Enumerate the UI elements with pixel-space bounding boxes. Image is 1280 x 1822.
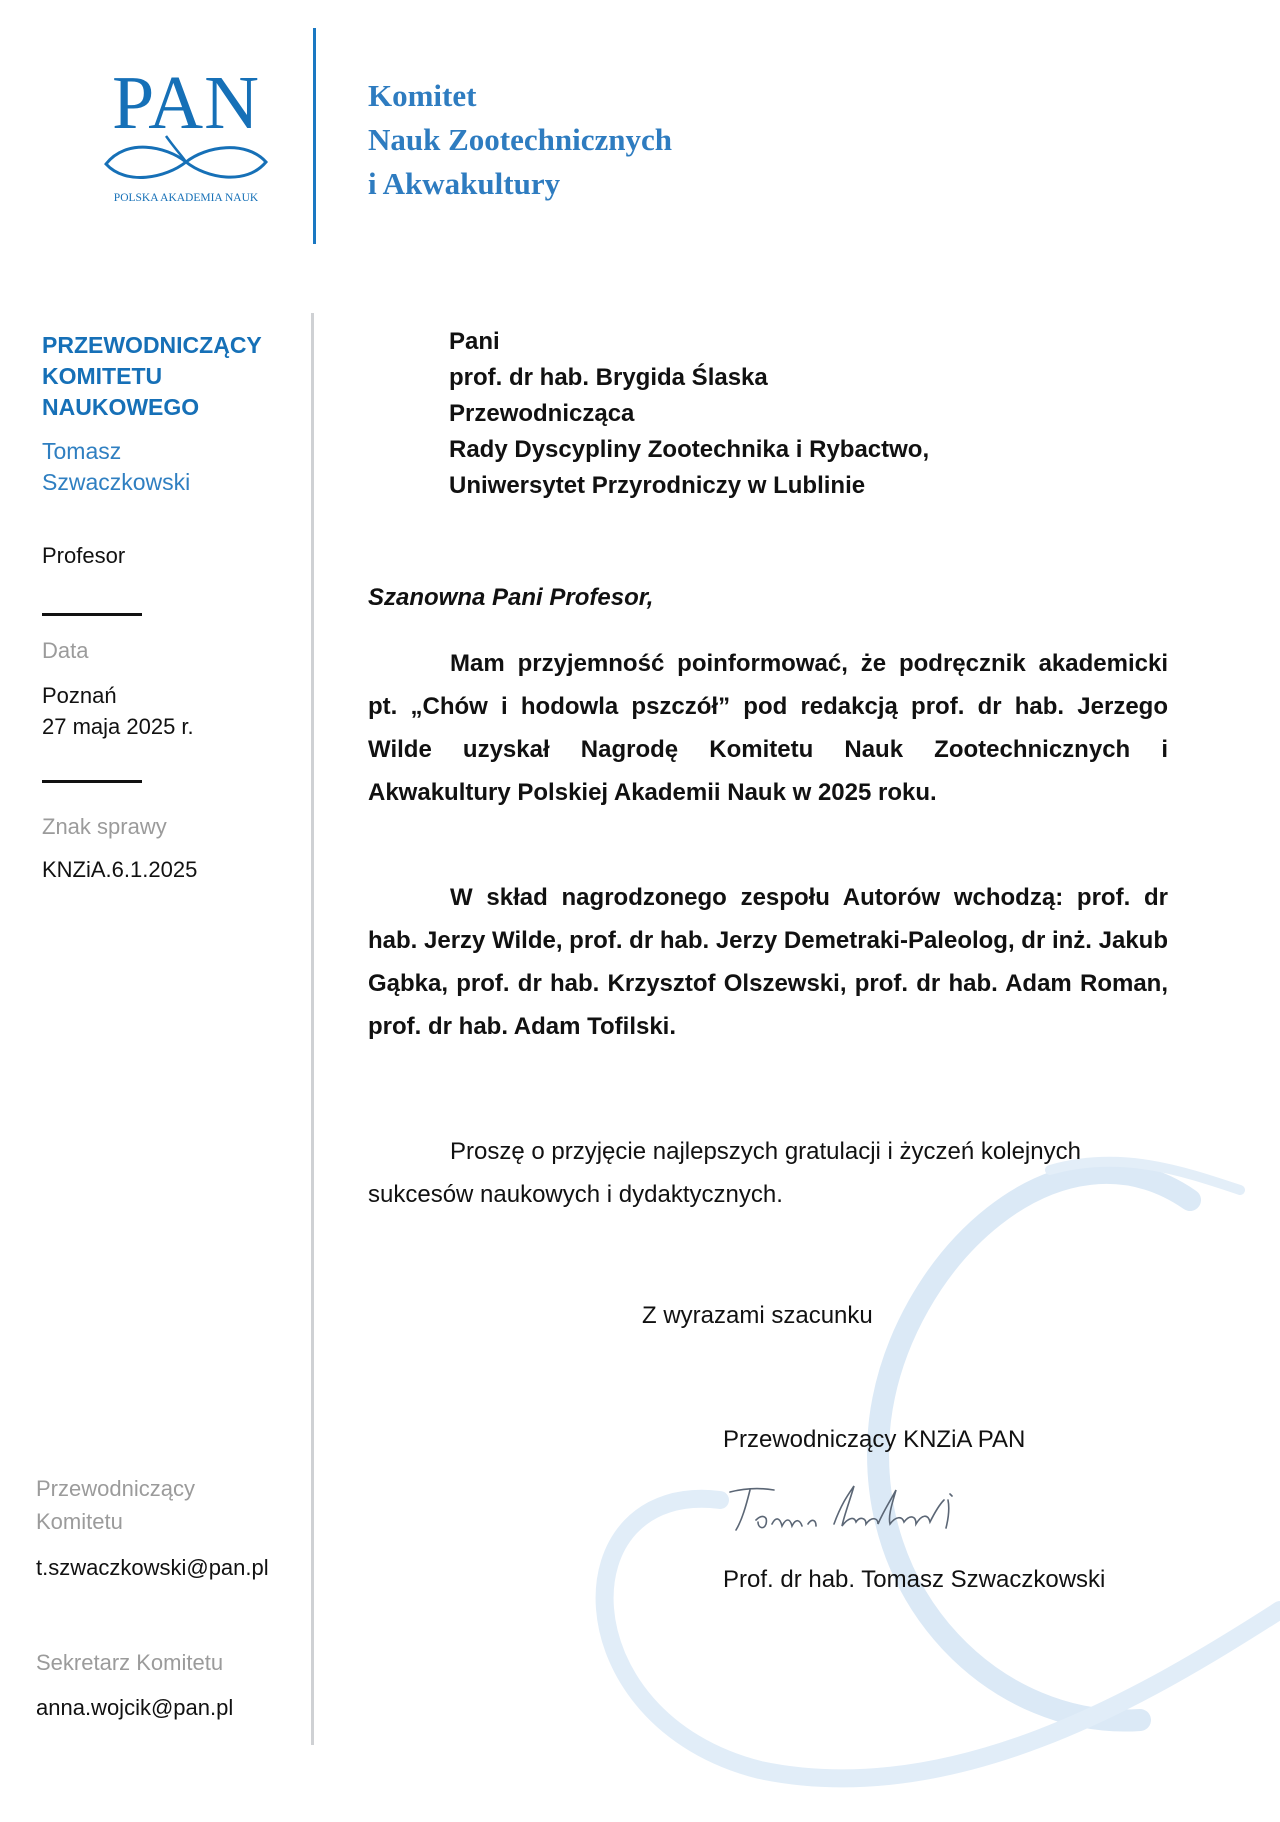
pan-logo — [96, 62, 276, 212]
paragraph-authors: W skład nagrodzonego zespołu Autorów wchodzą: prof. dr hab. Jerzy Wilde, prof. dr hab. Jerzy Demetraki-Paleolog, dr inż. Jakub Gąbka, prof. dr hab. Krzysztof Olszewski, prof. dr hab. Adam Roman, prof. dr hab. Adam Tofilski. — [368, 884, 1168, 1040]
contact-secretary-email[interactable]: anna.wojcik@pan.pl — [36, 1695, 234, 1720]
salutation: Szanowna Pani Profesor, — [368, 584, 654, 611]
recipient-line: Uniwersytet Przyrodniczy w Lublinie — [449, 472, 866, 499]
contact-secretary-label: Sekretarz Komitetu — [36, 1650, 224, 1675]
recipient-line: Przewodnicząca — [449, 400, 635, 427]
signatory-title: Przewodniczący KNZiA PAN — [723, 1426, 1026, 1453]
recipient-line: Pani — [449, 328, 500, 355]
date-line: 27 maja 2025 r. — [42, 714, 194, 739]
committee-line: Nauk Zootechnicznych — [368, 122, 672, 157]
sidebar-rule — [42, 613, 142, 616]
contact-chair-label-line: Przewodniczący — [36, 1476, 195, 1501]
chair-name-line: Szwaczkowski — [42, 469, 191, 495]
recipient-line: Rady Dyscypliny Zootechnika i Rybactwo, — [449, 436, 930, 463]
recipient-line: prof. dr hab. Brygida Ślaska — [449, 364, 768, 391]
contact-chair-label — [36, 1472, 195, 1538]
chair-title-line: NAUKOWEGO — [42, 394, 200, 420]
recipient-block — [449, 324, 929, 504]
paragraph-congratulations: Proszę o przyjęcie najlepszych gratulacji i życzeń kolejnych sukcesów naukowych i dydaktycznych. — [368, 1138, 1081, 1208]
date-line: Poznań — [42, 683, 117, 708]
logo-letters: PAN — [111, 61, 261, 145]
committee-name — [368, 74, 672, 206]
sidebar-divider — [311, 313, 314, 1745]
closing: Z wyrazami szacunku — [642, 1302, 873, 1329]
logo-subtitle: POLSKA AKADEMIA NAUK — [113, 192, 259, 204]
signatory-name: Prof. dr hab. Tomasz Szwaczkowski — [723, 1566, 1106, 1593]
logo-infinity-icon — [96, 132, 276, 190]
signature — [726, 1480, 986, 1550]
date-value — [42, 680, 194, 742]
header-divider — [313, 28, 316, 244]
chair-title-line: PRZEWODNICZĄCY — [42, 332, 262, 358]
ref-label: Znak sprawy — [42, 814, 167, 839]
contact-chair-label-line: Komitetu — [36, 1509, 123, 1534]
chair-title — [42, 330, 262, 423]
paragraph-award: Mam przyjemność poinformować, że podręcznik akademicki pt. „Chów i hodowla pszczół” pod redakcją prof. dr hab. Jerzego Wilde uzyskał Nagrodę Komitetu Nauk Zootechnicznych i Akwakultury Polskiej Akademii Nauk w 2025 roku. — [368, 650, 1168, 806]
sidebar-rule — [42, 780, 142, 783]
date-label: Data — [42, 638, 89, 663]
committee-line: Komitet — [368, 78, 477, 113]
chair-title-line: KOMITETU — [42, 363, 163, 389]
chair-name — [42, 436, 190, 498]
chair-rank: Profesor — [42, 543, 126, 568]
ref-value: KNZiA.6.1.2025 — [42, 857, 198, 882]
contact-chair-email[interactable]: t.szwaczkowski@pan.pl — [36, 1555, 269, 1580]
chair-name-line: Tomasz — [42, 438, 122, 464]
committee-line: i Akwakultury — [368, 166, 561, 201]
